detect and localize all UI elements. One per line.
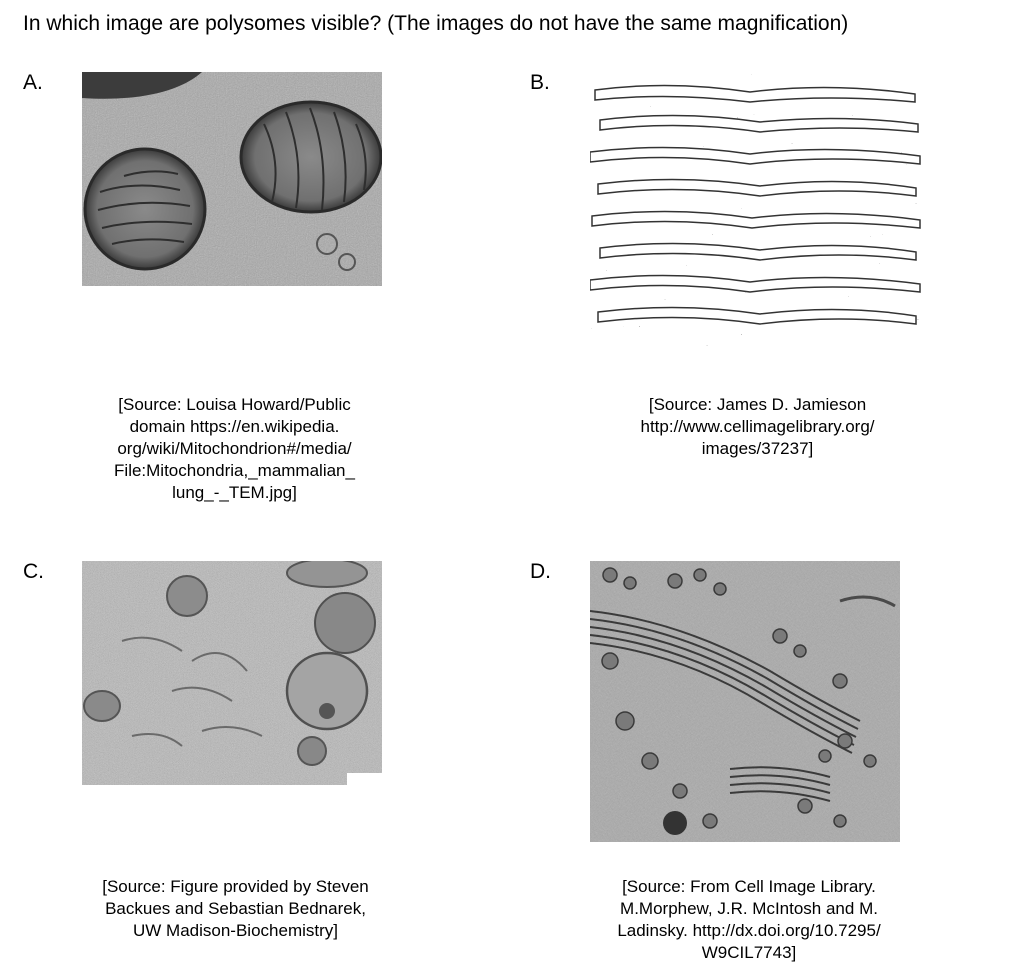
caption-line: W9CIL7743] [701,943,797,962]
caption-line: [Source: From Cell Image Library. [622,877,876,896]
panel-c-letter: C. [23,560,44,583]
panel-c-micrograph [82,561,382,785]
caption-line: lung_-_TEM.jpg] [172,483,297,502]
panel-d-letter: D. [530,560,551,583]
caption-line: UW Madison-Biochemistry] [133,921,338,940]
panel-a-letter: A. [23,71,43,94]
caption-line: images/37237] [701,439,814,458]
caption-line: File:Mitochondria,_mammalian_ [114,461,355,480]
caption-line: M.Morphew, J.R. McIntosh and M. [620,899,878,918]
caption-line: http://www.cellimagelibrary.org/ [640,417,875,436]
panel-c-caption [78,876,393,942]
caption-line: Backues and Sebastian Bednarek, [105,899,366,918]
panel-b-caption [600,394,915,460]
caption-line: domain https://en.wikipedia. [129,417,340,436]
panel-b-letter: B. [530,71,550,94]
caption-line: [Source: Louisa Howard/Public [118,395,351,414]
panel-a-caption [82,394,387,504]
question-text: In which image are polysomes visible? (The images do not have the same magnification) [23,12,849,35]
caption-line: [Source: Figure provided by Steven [102,877,369,896]
caption-line: Ladinsky. http://dx.doi.org/10.7295/ [617,921,881,940]
panel-d-caption [590,876,908,964]
caption-line: [Source: James D. Jamieson [648,395,867,414]
caption-line: org/wiki/Mitochondrion#/media/ [117,439,352,458]
panel-d-micrograph [590,561,900,842]
panel-b-micrograph [590,72,922,347]
panel-a-micrograph [82,72,382,286]
